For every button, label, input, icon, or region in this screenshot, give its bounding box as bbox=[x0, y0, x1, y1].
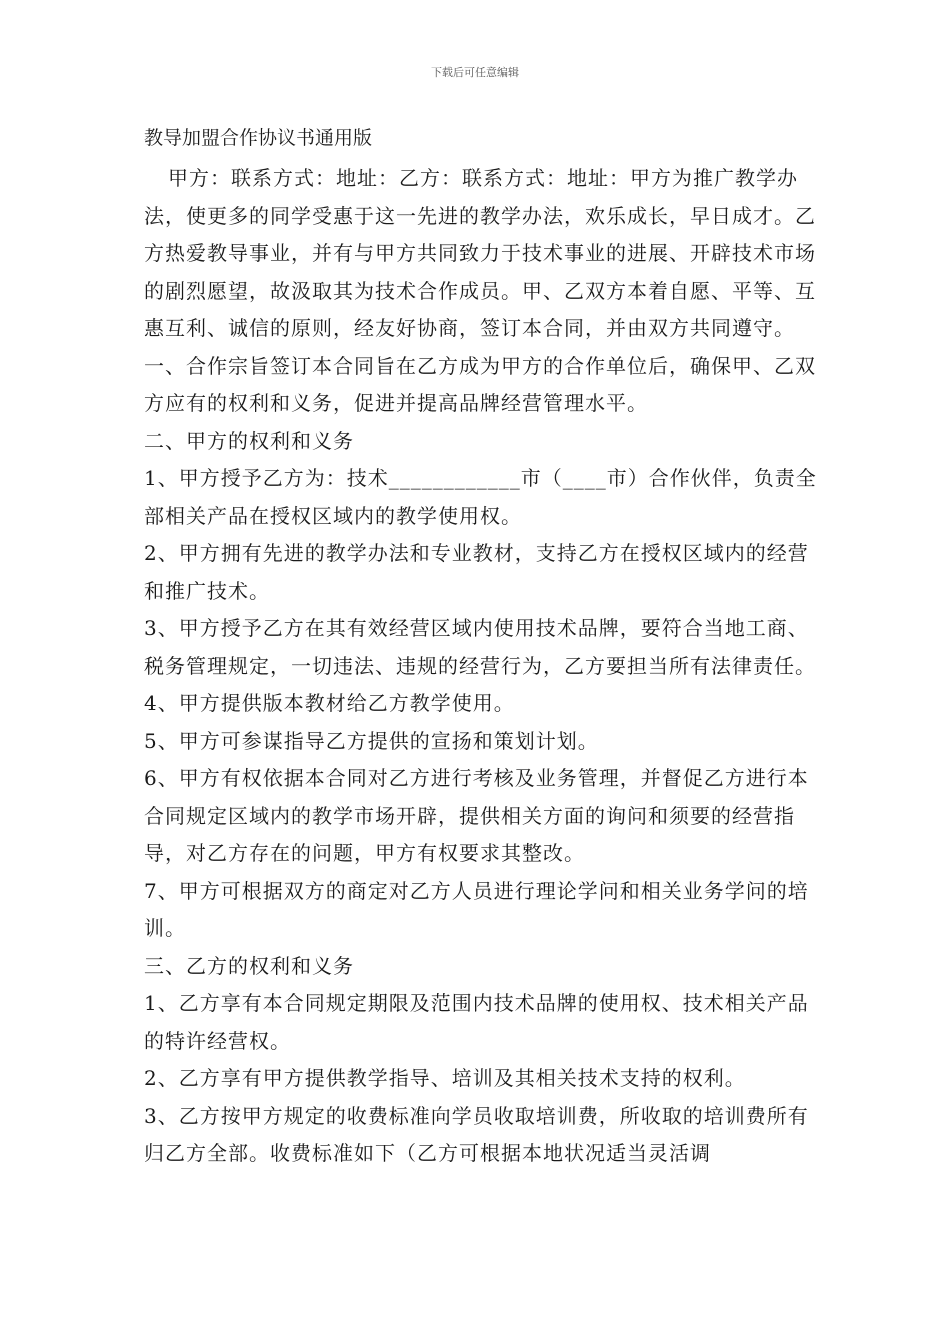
section-heading-3: 三、乙方的权利和义务 bbox=[144, 953, 354, 978]
clause-3-3: 3、乙方按甲方规定的收费标准向学员收取培训费，所收取的培训费所有归乙方全部。收费标准如下（乙方可根据本地状况适当灵活调 bbox=[144, 1103, 809, 1165]
clause-2-7: 7、甲方可根据双方的商定对乙方人员进行理论学问和相关业务学问的培训。 bbox=[144, 878, 809, 940]
clause-2-5: 5、甲方可参谋指导乙方提供的宣扬和策划计划。 bbox=[144, 728, 599, 753]
paragraph-intro: 甲方：联系方式：地址：乙方：联系方式：地址：甲方为推广教学办法，使更多的同学受惠于这一先进的教学办法，欢乐成长，早日成才。乙方热爱教导事业，并有与甲方共同致力于技术事业的进展、开辟技术市场的剧烈愿望，故汲取其为技术合作成员。甲、乙双方本着自愿、平等、互惠互利、诚信的原则，经友好协商，签订本合同，并由双方共同遵守。 bbox=[144, 166, 816, 340]
clause-2-4: 4、甲方提供版本教材给乙方教学使用。 bbox=[144, 691, 515, 715]
clause-2-1: 1、甲方授予乙方为：技术____________市（____市）合作伙伴，负责全部相关产品在授权区域内的教学使用权。 bbox=[144, 466, 817, 528]
clause-3-2: 2、乙方享有甲方提供教学指导、培训及其相关技术支持的权利。 bbox=[144, 1066, 746, 1090]
clause-2-6: 6、甲方有权依据本合同对乙方进行考核及业务管理，并督促乙方进行本合同规定区域内的教学市场开辟，提供相关方面的询问和须要的经营指导，对乙方存在的问题，甲方有权要求其整改。 bbox=[144, 766, 809, 865]
section-heading-2: 二、甲方的权利和义务 bbox=[144, 428, 354, 453]
paragraph-section-1: 一、合作宗旨签订本合同旨在乙方成为甲方的合作单位后，确保甲、乙双方应有的权利和义务，促进并提高品牌经营管理水平。 bbox=[144, 353, 816, 415]
document-body bbox=[144, 122, 824, 1173]
clause-2-3: 3、甲方授予乙方在其有效经营区域内使用技术品牌，要符合当地工商、税务管理规定，一切违法、违规的经营行为，乙方要担当所有法律责任。 bbox=[144, 616, 816, 678]
page-header: 下载后可任意编辑 bbox=[431, 66, 519, 79]
clause-2-2: 2、甲方拥有先进的教学办法和专业教材，支持乙方在授权区域内的经营和推广技术。 bbox=[144, 541, 809, 603]
document-title: 教导加盟合作协议书通用版 bbox=[144, 127, 373, 149]
clause-3-1: 1、乙方享有本合同规定期限及范围内技术品牌的使用权、技术相关产品的特许经营权。 bbox=[144, 991, 809, 1053]
